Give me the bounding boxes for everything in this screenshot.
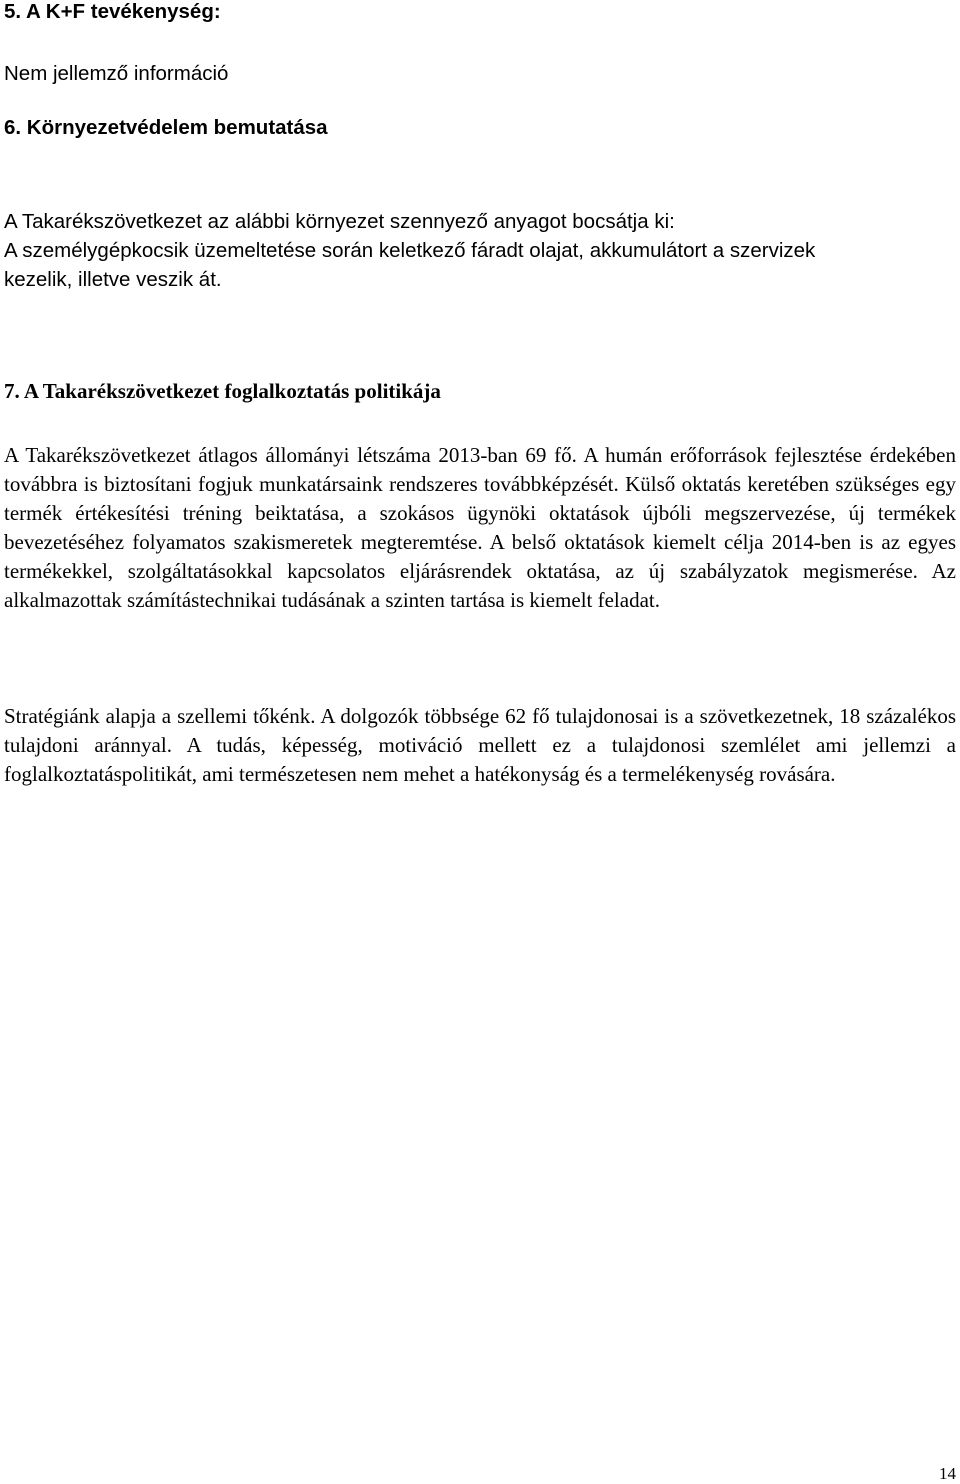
page-number: 14 xyxy=(939,1464,956,1483)
section-6-line-3: kezelik, illetve veszik át. xyxy=(4,268,222,291)
section-7-paragraph-1: A Takarékszövetkezet átlagos állományi létszáma 2013-ban 69 fő. A humán erőforrások fejlesztése érdekében továbbra is biztosítani fogjuk munkatársaink rendszeres továbbképzését. Külső oktatás keretében szükséges egy termék értékesítési tréning beiktatása, a szokásos ügynöki oktatások újbóli megszervezése, új termékek bevezetéséhez folyamatos szakismeretek megteremtése. A belső oktatások kiemelt célja 2014-ben is az egyes termékekkel, szolgáltatásokkal kapcsolatos eljárásrendek oktatása, az új szabályzatok megismerése. Az alkalmazottak számítástechnikai tudásának a szinten tartása is kiemelt feladat. xyxy=(4,443,956,612)
section-5-heading: 5. A K+F tevékenység: xyxy=(4,0,221,23)
section-6-line-2: A személygépkocsik üzemeltetése során keletkező fáradt olajat, akkumulátort a szervizek xyxy=(4,239,816,262)
section-6-body xyxy=(4,207,956,294)
section-7-heading: 7. A Takarékszövetkezet foglalkoztatás politikája xyxy=(4,379,441,403)
section-5-text: Nem jellemző információ xyxy=(4,62,229,85)
section-6-line-1: A Takarékszövetkezet az alábbi környezet szennyező anyagot bocsátja ki: xyxy=(4,210,675,233)
document-page xyxy=(4,0,956,1484)
section-7-paragraph-2: Stratégiánk alapja a szellemi tőkénk. A dolgozók többsége 62 fő tulajdonosai is a szövetkezetnek, 18 százalékos tulajdoni aránnyal. A tudás, képesség, motiváció mellett ez a tulajdonosi szemlélet ami jellemzi a foglalkoztatáspolitikát, ami természetesen nem mehet a hatékonyság és a termelékenység rovására. xyxy=(4,704,956,786)
section-6-heading: 6. Környezetvédelem bemutatása xyxy=(4,116,328,139)
